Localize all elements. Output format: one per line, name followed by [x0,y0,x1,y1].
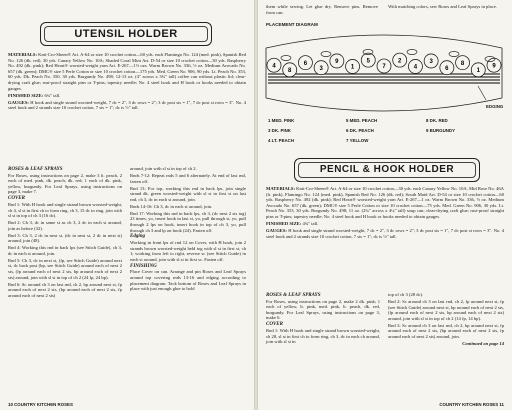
rose-number: 3 [429,59,433,66]
rose-number: 6 [445,65,449,72]
legend-item: 3 DK. PINK [268,128,291,133]
rnd-13: Rnd 13: For top, working this rnd in back lps, join single strand dk. green worsted-weight with sl st in first st on last rnd, ch 3, dc in each st around, join. [130,185,246,202]
top-text-right [388,4,504,11]
edging-label: EDGING [486,104,504,109]
cover-heading: COVER [8,196,25,202]
col2-continuation: top of ch 3 (28 dc). [388,292,424,297]
cover-heading: COVER [266,322,283,328]
roses-text: For Roses, using instructions on page 2, make 2 dk. pink; 1 each of yellow, lt. pink, med. pink, lt. peach, dk. red, burgundy. For Leaf Sprays, using instructions on page 3, make 6. [266,298,380,321]
placement-diagram [264,28,504,118]
rose-number: 7 [382,64,386,71]
materials-label: MATERIALS: [266,186,296,191]
can-top-arc [266,35,502,48]
left-page [0,0,254,410]
finished-size-text: 6¾" tall. [44,92,61,98]
rose-number: 6 [303,60,308,67]
rose-number: 2 [398,58,402,65]
rose-number: 8 [288,68,292,75]
section-title: PENCIL & HOOK HOLDER [319,164,455,175]
legend-item: 8 DK. RED [426,118,448,123]
diagram-title: PLACEMENT DIAGRAM [266,22,318,27]
gauges-text: H hook and single strand worsted-weight, 7 dc = 2", 3 dc rows = 2"; 3 dc post sts = 1", 7 dc post st rows = 3". No. 4 steel hook and 2 strands size 10 crochet cotton, 7 sts = 1"; dc is ½" tall. [266,227,505,239]
rnd-5: Rnd 5: Ch 3, dc in next st, (fp, see Stitch Guide) around next st, dc back post (bp, see Stitch Guide) around each of next 2 sts, (fp around each of next 2 sts, bp around each of next 2 sts) around, join with sl st in top of ch 2 (24 fp, 24 bp). [8,257,122,280]
rnd-2: Rnd 2: Ch 3, dc in same st as ch 3, 2 dc in each st around, join as before (32). [8,220,122,231]
rnd-17: Rnd 17: Working this rnd in back lps, ch 3, (dc next 2 sts tog) 23 times, yo, insert hook in last st, yo, pull through st, yo, pull through 2 lps on hook, insert hook in top of ch 3, yo, pull through ch 3 and lp on hook (24). Fasten off. [130,210,246,233]
right-column-1 [266,292,380,346]
rnd-3: Rnd 3: Sc around ch 3 on last rnd, ch 2, bp around next st, fp around each of next 2 sts, (bp around each of next 2 sts, fp around each of next 2 sts) around, join. [388,322,504,339]
rnd-4: Rnd 4: Working this rnd in back lps (see Stitch Guide), ch 3, dc in each st around, join. [8,245,122,256]
rose-number: 4 [413,64,418,71]
finished-size-label: FINISHED SIZE: [266,220,302,226]
legend-item: 7 YELLOW [346,138,369,143]
rose-number: 5 [366,58,370,65]
top-text-a: them while sewing. Let glue dry. Remove pins. Remove from can. [266,4,378,15]
edging-heading: Edging [130,234,146,240]
rose-number: 9 [492,63,496,70]
roses-heading: ROSES & LEAF SPRAYS [266,293,321,298]
gauges-label: GAUGES: [8,99,29,105]
left-column-1 [8,166,122,300]
right-materials-block [266,186,504,241]
page-title: UTENSIL HOLDER [74,28,178,40]
rnd-6: Rnd 6: Sc around ch 3 on last rnd, ch 2, bp around next st, fp around each of next 2 sts, (bp around each of next 2 sts, fp around each of next 2 sts) [8,281,122,298]
edging-pointer [478,86,486,100]
materials-block [8,52,246,112]
rose-number: 1 [476,68,480,75]
diagram-legend [268,118,504,148]
leaf-icon [449,52,459,57]
roses-text: For Roses, using instructions on page 2, make 3 lt. peach, 2 each of med. pink, dk. peach, dk. red; 1 each of dk. pink, yellow, burgundy. For Leaf Sprays, using instructions on page 3, make 7. [8,172,122,195]
leaf-icon [281,56,291,61]
leaf-icon [321,52,331,57]
materials-text: Knit-Cro-Sheen® Art. A-64 or size 10 crochet cotton—60 yds. each Flamingo No. 124 (med. pink), Spanish Red No. 126 (dk. red), 30 yds. Canary Yellow No. 10A; Shaded Coral Mint Art. D-54 or size 10 crochet cotton—30 yds. Raspberry No. 492 (dk. pink); Red Heart® worsted-weight yarn Art. E-267—1½ ozs. Warm Brown No. 336, ½ oz. Medium Avocado No. 657 (dk. green); DMC® size 5 Perle Cotton or size 10 crochet cotton—175 yds. Med. Green No. 906, 90 yds. Lt. Peach No. 353, 60 yds. Dk. Peach No. 350, 30 yds. Burgundy No. 498; 12-13 oz. (4" across x 3¾" tall) coffee can without plastic lid; clear-drying craft glue; rust-proof straight pins or T-pins; tapestry needle; No. 4 steel hook and H hook or hooks needed to obtain gauges. [8,52,246,91]
roses-heading: ROSES & LEAF SPRAYS [8,167,63,172]
legend-item: 5 MED. PEACH [346,118,378,123]
rnd-3: Rnd 3: Ch 3, 2 dc in next st, (dc in next st, 2 dc in next st) around, join (48). [8,232,122,244]
rnd-1: Rnd 1: With H hook and single strand brown worsted-weight, ch 4, sl st in first ch to form ring, ch 3, 15 dc in ring, join with sl st in top of ch 3 (16 dc). [8,201,122,219]
finishing-heading: FINISHING [130,263,157,269]
continued-note: Continued on page 14 [462,340,504,346]
top-text-left [266,4,378,17]
rose-number: 9 [335,59,339,66]
gauges-text: H hook and single strand worsted-weight, 7 dc = 2", 3 dc rows = 2"; 3 dc post sts = 1", 7 dc post st rows = 3". No. 4 steel hook and 2 strands size 10 crochet cotton, 7 sts = 1"; dc is ½" tall. [8,99,247,111]
diagram-stripes [268,74,500,83]
edging-text: Working in front lps of rnd 12 on Cover, with H hook, join 2 strands brown worsted-weight held tog with sl st in first st, ch 1; working from left to right, reverse sc (see Stitch Guide) in each st around, join with sl st in first sc. Fasten off. [130,240,246,262]
leaf-icon [407,50,417,55]
finished-size-text: 4¾" tall. [302,220,319,226]
rose-number: 8 [460,60,465,67]
rose-number: 1 [350,64,355,71]
left-column-2 [130,166,246,293]
legend-item: 6 DK. PEACH [346,128,374,133]
rose-number: 3 [319,65,323,72]
left-footer: 10 COUNTRY KITCHEN ROSES [8,402,73,407]
band-1 [266,98,502,111]
right-page [258,0,512,410]
pencil-holder-banner [294,158,480,182]
gauges-label: GAUGES: [266,227,287,233]
rose-circles [267,53,501,77]
rnd-1: Rnd 1: With H hook and single strand brown worsted-weight, ch 28, sl st in first ch to form ring, ch 3, dc in each ch around, join with sl st in [266,327,380,345]
utensil-holder-banner [40,22,212,46]
rnd-7-12: Rnds 7-12: Repeat rnds 5 and 6 alternately. At end of last rnd, fasten off. [130,172,246,184]
rnd-14-16: Rnds 14-16: Ch 3, dc in each st around, join. [130,203,213,209]
legend-item: 4 LT. PEACH [268,138,295,143]
materials-text: Knit-Cro-Sheen® Art. A-64 or size 10 crochet cotton—30 yds. each Canary Yellow No. 10A, Mid Rose No. 46A (lt. pink), Flamingo No. 124 (med. pink), Spanish Red No. 126 (dk. red); South Maid Art. D-54 or size 10 crochet cotton—60 yds. Raspberry No. 492 (dk. pink); Red Heart® worsted-weight yarn Art. E-267—1 oz. Warm Brown No. 336, ½ oz. Medium Avocado No. 657 (dk. green); DMC® size 5 Perle Cotton or size 10 crochet cotton—75 yds. Med. Green No. 906, 30 yds. Lt. Peach No. 353, 30 yds. Burgundy No. 498; 11 oz. (2¾" across x 4¼" tall) soup can; clear-drying craft glue; rust-proof straight pins or T-pins; tapestry needle; No. 4 steel hook and H hook or hooks needed to obtain gauges. [266,186,504,219]
finished-size-label: FINISHED SIZE: [8,92,44,98]
col2-continuation: around, join with sl st in top of ch 2. [130,166,197,171]
legend-item: 9 BURGUNDY [426,128,456,133]
legend-item: 1 MED. PINK [268,118,295,123]
materials-label: MATERIALS: [8,52,38,57]
top-text-b: With matching colors, sew Roses and Leaf Sprays in place. [388,4,497,9]
right-column-2 [388,292,504,348]
rnd-2: Rnd 2: Sc around ch 3 on last rnd, ch 2, fp around next st, fp (see Stitch Guide) around next st, bp around each of next 2 sts, (fp around each of next 2 sts, bp around each of next 2 sts) around, join with sl st in top of ch 2 (14 fp, 14 bp). [388,298,504,321]
right-footer: COUNTRY KITCHEN ROSES 11 [439,402,504,407]
finishing-text: Place Cover on can. Arrange and pin Roses and Leaf Sprays around top covering rnds 13-16 and edging according to placement diagram. Tack bottom of Roses and Leaf Sprays in place with just enough glue to hold [130,269,246,292]
rose-number: 4 [272,63,276,70]
